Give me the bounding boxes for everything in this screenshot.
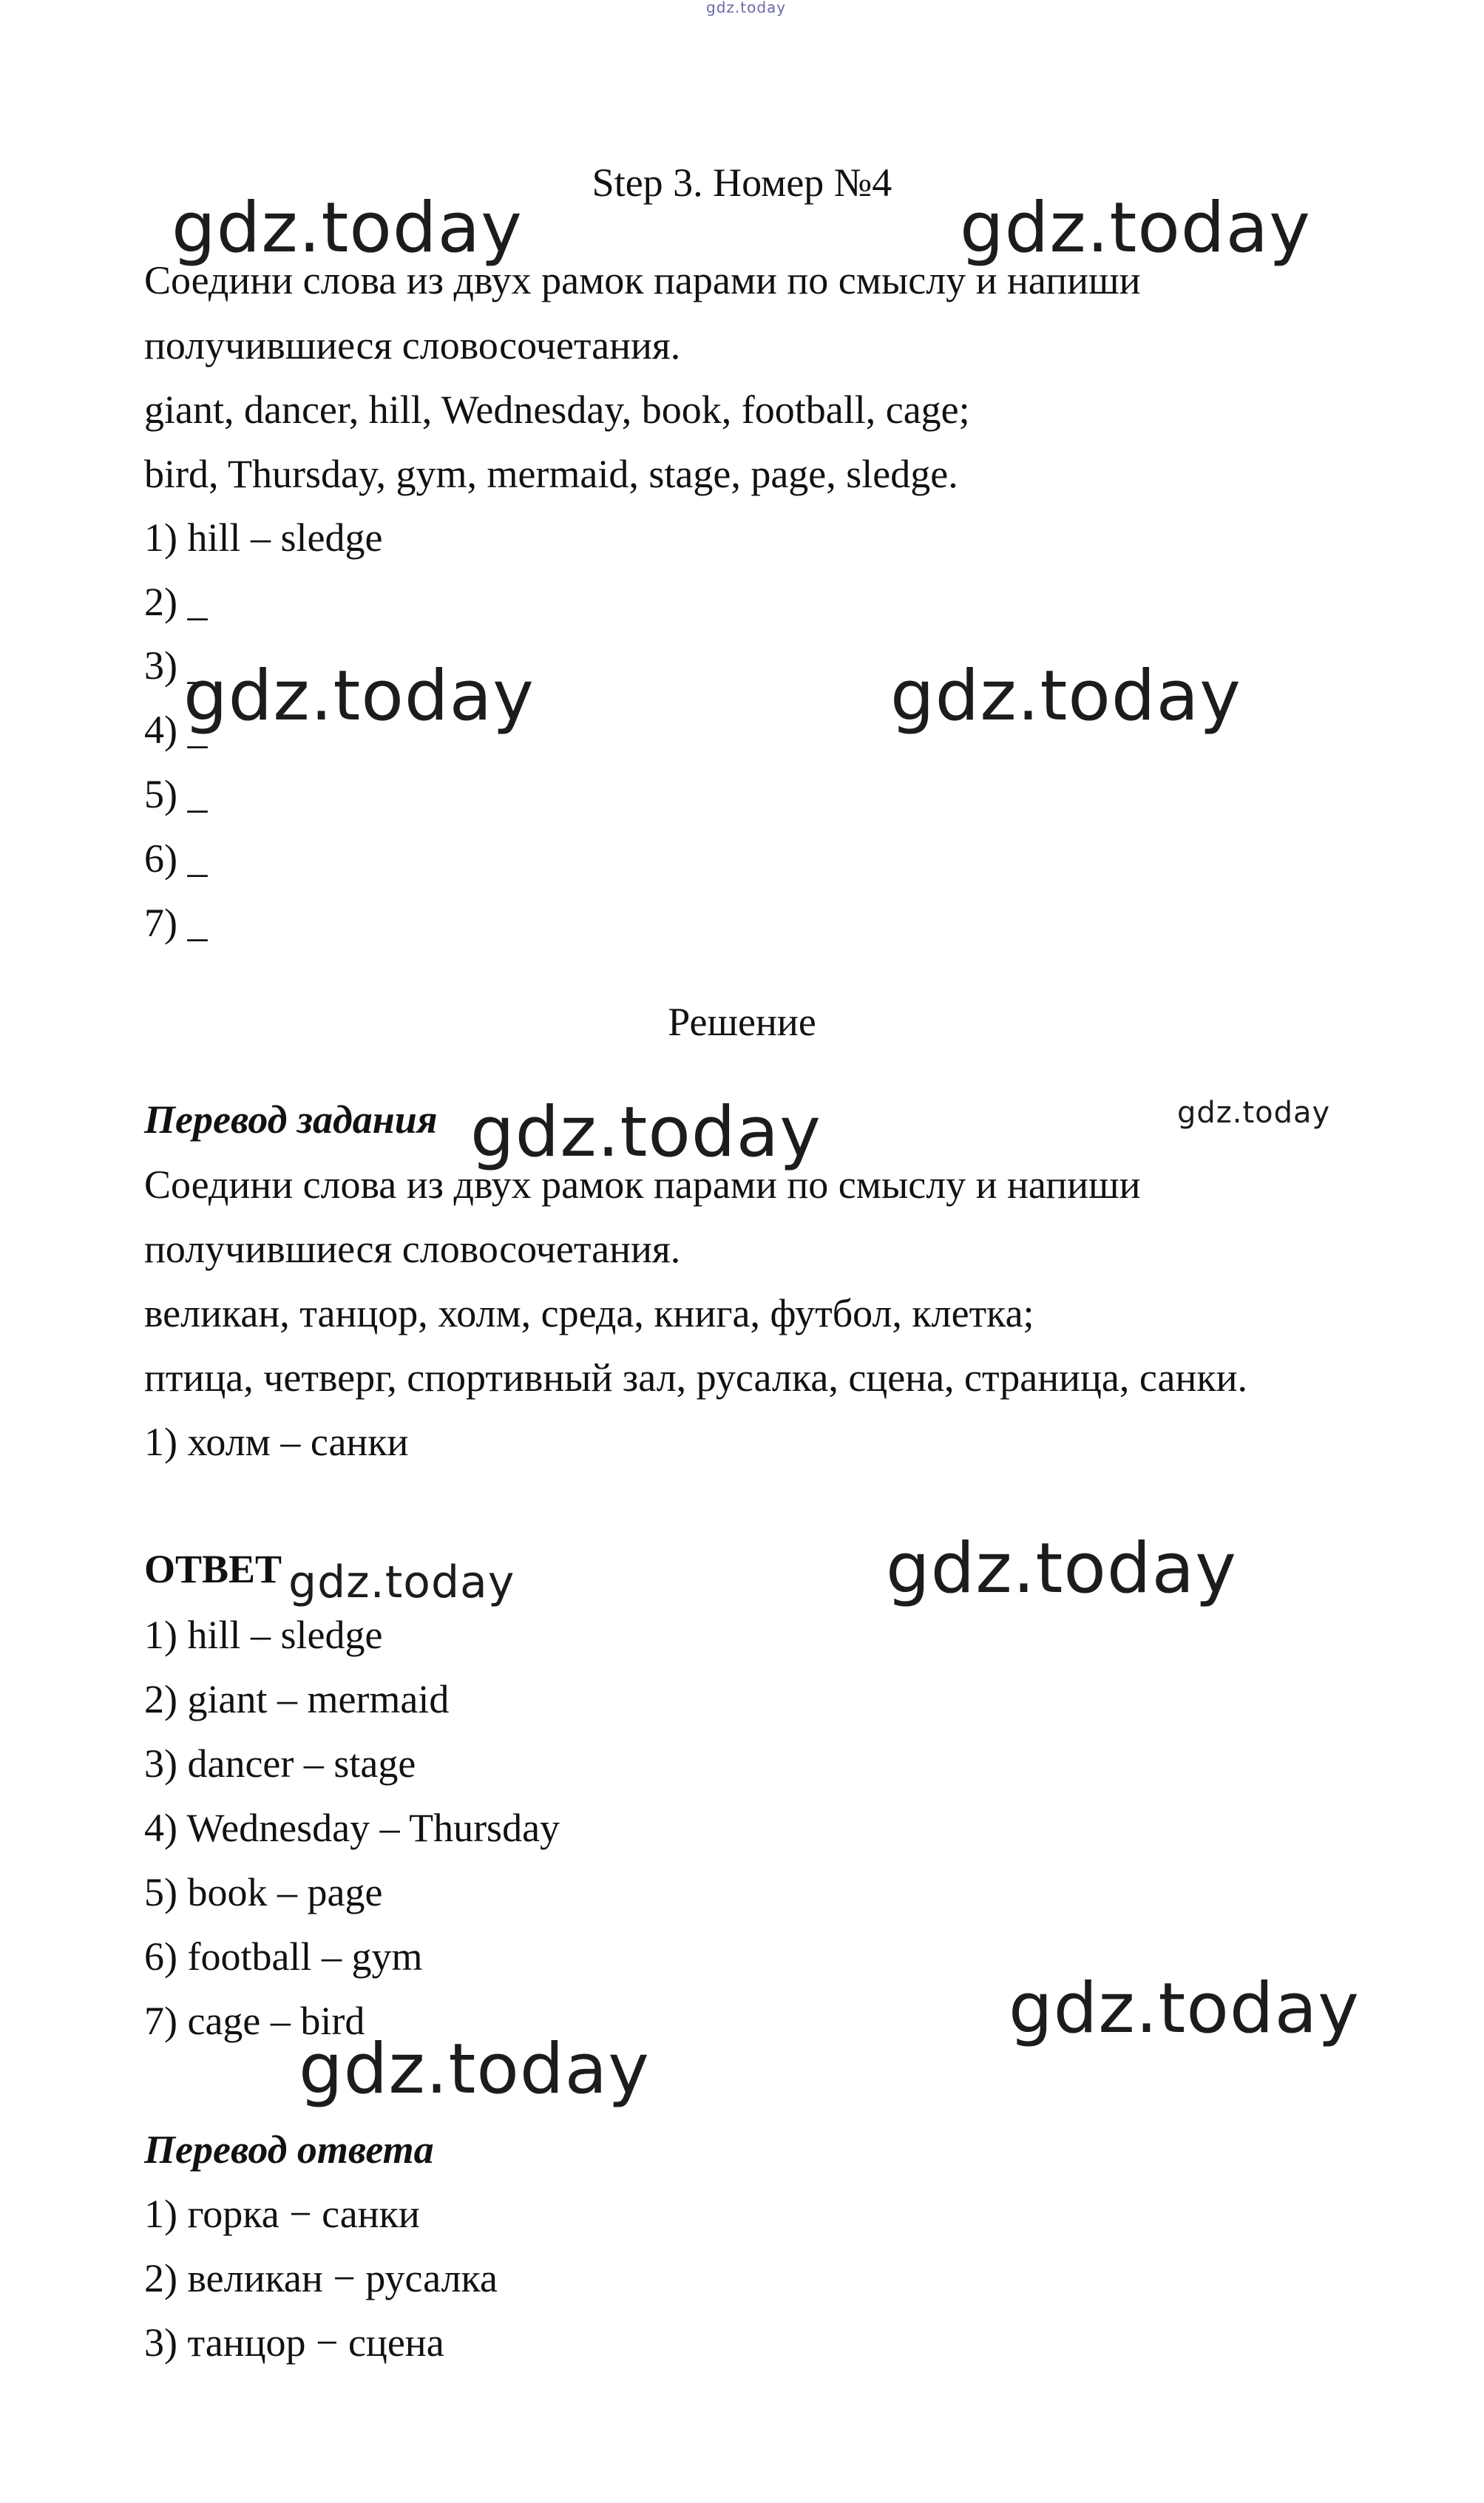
answer-translation-heading: Перевод ответа (144, 2127, 434, 2172)
answer-item: 5) book – page (144, 1870, 383, 1914)
translation-line-5: 1) холм – санки (144, 1420, 409, 1464)
translation-heading: Перевод задания (144, 1097, 438, 1142)
watermark: gdz.today (960, 188, 1311, 268)
answer-item: 6) football – gym (144, 1934, 423, 1979)
watermark: gdz.today (288, 1557, 515, 1608)
task-item: 2) _ (144, 580, 208, 624)
page-title: Step 3. Номер №4 (592, 160, 892, 205)
translation-line-2: получившиеся словосочетания. (144, 1227, 681, 1271)
watermark: gdz.today (1177, 1096, 1331, 1130)
answer-translation-item: 1) горка − санки (144, 2192, 420, 2236)
answer-item: 1) hill – sledge (144, 1613, 383, 1657)
task-item: 1) hill – sledge (144, 515, 383, 560)
watermark: gdz.today (1009, 1968, 1360, 2049)
translation-line-1: Соедини слова из двух рамок парами по смыслу и напиши (144, 1162, 1141, 1207)
answer-item: 2) giant – mermaid (144, 1677, 450, 1721)
solution-heading: Решение (668, 1000, 816, 1044)
watermark: gdz.today (470, 1092, 821, 1173)
answer-item: 4) Wednesday – Thursday (144, 1806, 560, 1850)
answer-translation-item: 3) танцор − сцена (144, 2320, 444, 2365)
task-item: 6) _ (144, 836, 208, 881)
task-instruction-line-1: Соедини слова из двух рамок парами по смыслу и напиши (144, 258, 1141, 302)
task-words-line-1: giant, dancer, hill, Wednesday, book, football, cage; (144, 387, 970, 432)
answer-translation-item: 2) великан − русалка (144, 2256, 498, 2300)
task-item: 7) _ (144, 901, 208, 945)
top-watermark: gdz.today (706, 0, 787, 16)
watermark: gdz.today (183, 656, 535, 736)
task-item: 3) _ (144, 643, 208, 688)
answer-heading: ОТВЕТ (144, 1547, 282, 1591)
watermark: gdz.today (890, 656, 1241, 736)
translation-line-4: птица, четверг, спортивный зал, русалка, сцена, страница, санки. (144, 1355, 1248, 1400)
answer-item: 3) dancer – stage (144, 1741, 416, 1786)
task-item: 4) _ (144, 708, 208, 752)
answer-item: 7) cage – bird (144, 1999, 365, 2043)
watermark: gdz.today (172, 188, 523, 268)
watermark: gdz.today (299, 2029, 650, 2110)
task-instruction-line-2: получившиеся словосочетания. (144, 323, 681, 368)
translation-line-3: великан, танцор, холм, среда, книга, футбол, клетка; (144, 1291, 1034, 1335)
task-item: 5) _ (144, 772, 208, 816)
task-words-line-2: bird, Thursday, gym, mermaid, stage, page, sledge. (144, 452, 958, 496)
watermark: gdz.today (886, 1528, 1237, 1609)
